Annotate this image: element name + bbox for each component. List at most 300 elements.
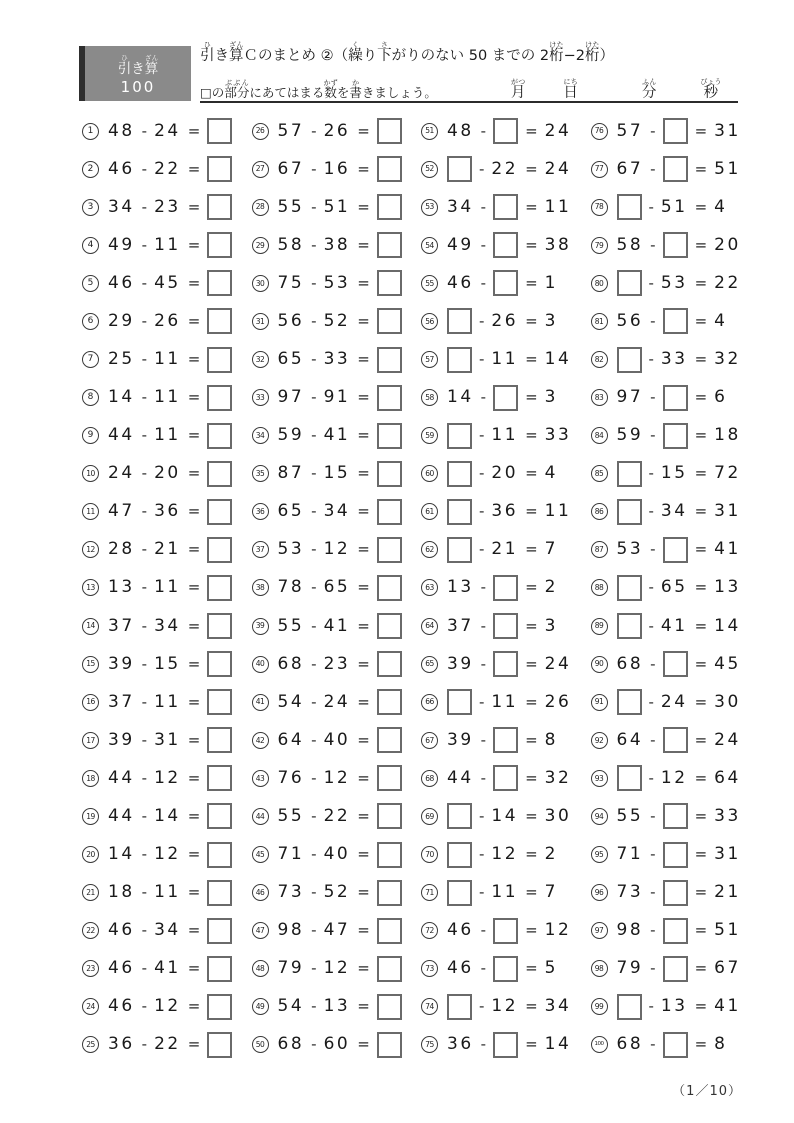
header-right <box>200 43 738 103</box>
minus-sign: - <box>141 350 148 368</box>
answer-box[interactable] <box>663 537 688 563</box>
equation <box>617 994 741 1020</box>
subtrahend: 11 <box>154 349 181 369</box>
difference: 6 <box>714 387 728 408</box>
answer-box[interactable] <box>207 156 232 182</box>
problem-row <box>421 226 591 264</box>
answer-box[interactable] <box>377 613 402 639</box>
equals-sign: = <box>694 159 708 178</box>
minus-sign: - <box>479 540 485 559</box>
minus-sign: - <box>311 1035 317 1054</box>
problem-number: 81 <box>591 313 608 330</box>
equation <box>278 232 402 258</box>
answer-box[interactable] <box>663 956 688 982</box>
minuend: 14 <box>108 387 135 408</box>
answer-box[interactable] <box>377 537 402 563</box>
problem-row <box>421 569 591 607</box>
problem-row <box>591 683 761 721</box>
subtrahend: 13 <box>323 996 351 1017</box>
minuend: 56 <box>277 310 305 331</box>
problem-row <box>591 150 761 188</box>
difference: 18 <box>714 425 741 446</box>
answer-box[interactable] <box>377 461 402 487</box>
answer-box[interactable] <box>207 270 232 296</box>
answer-box[interactable] <box>377 270 402 296</box>
subtrahend: 65 <box>660 577 688 598</box>
minus-sign: - <box>479 159 485 178</box>
minus-sign: - <box>480 1035 487 1054</box>
problem-row <box>591 912 761 950</box>
difference: 4 <box>544 463 558 484</box>
problem-number: 4 <box>82 237 99 254</box>
problem-number: 2 <box>82 161 99 178</box>
problem-row <box>421 836 591 874</box>
minus-sign: - <box>480 273 487 292</box>
equation <box>617 727 741 753</box>
difference: 33 <box>714 805 741 826</box>
equation <box>617 347 741 373</box>
minuend: 71 <box>616 844 644 865</box>
minuend: 37 <box>108 615 135 636</box>
answer-box[interactable] <box>377 803 402 829</box>
minuend: 36 <box>108 1034 135 1055</box>
problem-number: 26 <box>252 123 269 140</box>
answer-box[interactable] <box>617 575 642 601</box>
equation <box>617 880 741 906</box>
equation <box>617 765 741 791</box>
answer-box[interactable] <box>377 347 402 373</box>
difference: 24 <box>714 729 741 750</box>
answer-box[interactable] <box>493 956 518 982</box>
problem-row <box>82 150 252 188</box>
answer-box[interactable] <box>377 423 402 449</box>
answer-box[interactable] <box>493 727 518 753</box>
difference: 34 <box>544 996 572 1017</box>
minuend: 54 <box>277 691 305 712</box>
answer-box[interactable] <box>207 308 232 334</box>
answer-box[interactable] <box>207 918 232 944</box>
minus-sign: - <box>311 121 317 140</box>
problem-row <box>252 226 422 264</box>
equation <box>108 232 232 258</box>
problem-row <box>421 950 591 988</box>
equals-sign: = <box>357 578 370 597</box>
problem-row <box>591 531 761 569</box>
answer-box[interactable] <box>447 423 472 449</box>
problem-row <box>591 112 761 150</box>
answer-box[interactable] <box>207 765 232 791</box>
problem-number: 50 <box>252 1036 269 1053</box>
equals-sign: = <box>694 464 708 483</box>
answer-box[interactable] <box>617 613 642 639</box>
answer-box[interactable] <box>207 537 232 563</box>
minus-sign: - <box>650 159 656 178</box>
problem-row <box>591 759 761 797</box>
answer-box[interactable] <box>493 232 518 258</box>
problem-number: 15 <box>82 656 99 673</box>
problem-number: 75 <box>421 1036 438 1053</box>
problem-row <box>421 112 591 150</box>
equals-sign: = <box>525 997 538 1016</box>
answer-box[interactable] <box>493 385 518 411</box>
problem-row <box>252 188 422 226</box>
answer-box[interactable] <box>447 347 472 373</box>
difference: 4 <box>714 196 728 217</box>
minus-sign: - <box>141 121 148 140</box>
answer-box[interactable] <box>207 880 232 906</box>
answer-box[interactable] <box>663 1032 688 1058</box>
answer-box[interactable] <box>207 347 232 373</box>
problem-number: 16 <box>82 694 99 711</box>
minus-sign: - <box>480 730 487 749</box>
minus-sign: - <box>480 388 487 407</box>
minus-sign: - <box>648 464 654 483</box>
answer-box[interactable] <box>207 689 232 715</box>
problem-number: 27 <box>252 161 269 178</box>
answer-box[interactable] <box>207 232 232 258</box>
minuend: 34 <box>108 196 135 217</box>
problem-row <box>421 759 591 797</box>
difference: 3 <box>544 615 558 636</box>
problem-number: 69 <box>421 808 438 825</box>
problem-number: 65 <box>421 656 438 673</box>
equation <box>447 613 558 639</box>
minus-sign: - <box>311 921 317 940</box>
minuend: 48 <box>108 120 135 141</box>
problem-row <box>82 531 252 569</box>
equation <box>278 803 402 829</box>
answer-box[interactable] <box>207 956 232 982</box>
problem-row <box>82 340 252 378</box>
minuend: 39 <box>108 653 135 674</box>
problem-row <box>252 721 422 759</box>
minus-sign: - <box>479 426 485 445</box>
problem-row <box>421 264 591 302</box>
answer-box[interactable] <box>207 613 232 639</box>
answer-box[interactable] <box>377 194 402 220</box>
answer-box[interactable] <box>447 880 472 906</box>
answer-box[interactable] <box>377 842 402 868</box>
answer-box[interactable] <box>663 308 688 334</box>
minuend: 78 <box>277 577 305 598</box>
subtrahend: 52 <box>323 882 351 903</box>
problem-row <box>82 912 252 950</box>
problem-row <box>591 302 761 340</box>
subtrahend: 60 <box>323 1034 351 1055</box>
answer-box[interactable] <box>207 803 232 829</box>
problem-row <box>82 988 252 1026</box>
equals-sign: = <box>357 121 370 140</box>
equation <box>278 956 402 982</box>
answer-box[interactable] <box>663 842 688 868</box>
minus-sign: - <box>141 806 148 825</box>
answer-box[interactable] <box>447 994 472 1020</box>
answer-box[interactable] <box>493 194 518 220</box>
answer-box[interactable] <box>377 880 402 906</box>
answer-box[interactable] <box>207 842 232 868</box>
problem-row <box>591 874 761 912</box>
minus-sign: - <box>479 311 485 330</box>
equals-sign: = <box>357 235 370 254</box>
subtrahend: 14 <box>491 805 519 826</box>
minus-sign: - <box>141 273 148 292</box>
answer-box[interactable] <box>447 499 472 525</box>
answer-box[interactable] <box>377 956 402 982</box>
minus-sign: - <box>648 768 654 787</box>
answer-box[interactable] <box>207 575 232 601</box>
problem-number: 100 <box>591 1036 608 1053</box>
answer-box[interactable] <box>377 1032 402 1058</box>
subtrahend: 53 <box>660 272 688 293</box>
problem-row <box>421 340 591 378</box>
minus-sign: - <box>650 426 656 445</box>
equals-sign: = <box>694 578 708 597</box>
problem-row <box>591 569 761 607</box>
answer-box[interactable] <box>617 689 642 715</box>
answer-box[interactable] <box>493 918 518 944</box>
equals-sign: = <box>525 273 538 292</box>
equals-sign: = <box>525 502 538 521</box>
equals-sign: = <box>525 616 538 635</box>
problem-row <box>421 797 591 835</box>
problem-number: 22 <box>82 922 99 939</box>
equals-sign: = <box>187 350 201 368</box>
equation <box>278 994 402 1020</box>
minus-sign: - <box>479 806 485 825</box>
answer-box[interactable] <box>493 270 518 296</box>
minus-sign: - <box>650 921 656 940</box>
answer-box[interactable] <box>617 270 642 296</box>
equals-sign: = <box>357 997 370 1016</box>
difference: 41 <box>714 539 741 560</box>
answer-box[interactable] <box>377 918 402 944</box>
minus-sign: - <box>311 350 317 368</box>
minus-sign: - <box>141 197 148 216</box>
equals-sign: = <box>357 654 370 673</box>
equals-sign: = <box>187 502 201 521</box>
answer-box[interactable] <box>493 575 518 601</box>
answer-box[interactable] <box>493 651 518 677</box>
equation <box>447 956 558 982</box>
equals-sign: = <box>187 845 201 864</box>
minus-sign: - <box>650 654 656 673</box>
minuend: 67 <box>277 158 305 179</box>
problem-number: 70 <box>421 846 438 863</box>
problem-number: 56 <box>421 313 438 330</box>
answer-box[interactable] <box>447 689 472 715</box>
difference: 12 <box>544 920 572 941</box>
answer-box[interactable] <box>663 880 688 906</box>
answer-box[interactable] <box>617 994 642 1020</box>
equals-sign: = <box>694 350 708 368</box>
minuend: 75 <box>277 272 305 293</box>
equation <box>278 575 402 601</box>
answer-box[interactable] <box>377 651 402 677</box>
problem-number: 72 <box>421 922 438 939</box>
answer-box[interactable] <box>663 118 688 144</box>
answer-box[interactable] <box>377 156 402 182</box>
problem-number: 55 <box>421 275 438 292</box>
minuend: 59 <box>277 425 305 446</box>
minuend: 76 <box>277 767 305 788</box>
equation <box>447 156 571 182</box>
equation <box>108 689 232 715</box>
answer-box[interactable] <box>447 537 472 563</box>
answer-box[interactable] <box>663 803 688 829</box>
equals-sign: = <box>525 121 538 140</box>
problem-row <box>591 950 761 988</box>
answer-box[interactable] <box>447 842 472 868</box>
answer-box[interactable] <box>493 613 518 639</box>
minuend: 25 <box>108 349 135 369</box>
answer-box[interactable] <box>663 156 688 182</box>
minus-sign: - <box>311 768 317 787</box>
equals-sign: = <box>525 806 538 825</box>
subtrahend: 23 <box>323 653 351 674</box>
answer-box[interactable] <box>617 347 642 373</box>
problem-row <box>421 721 591 759</box>
problem-row <box>252 683 422 721</box>
minuend: 98 <box>616 920 644 941</box>
equation <box>278 689 402 715</box>
equals-sign: = <box>694 883 708 902</box>
answer-box[interactable] <box>207 385 232 411</box>
answer-box[interactable] <box>207 118 232 144</box>
subtrahend: 33 <box>323 349 351 369</box>
problem-number: 87 <box>591 541 608 558</box>
answer-box[interactable] <box>663 918 688 944</box>
answer-box[interactable] <box>447 803 472 829</box>
problem-row <box>252 302 422 340</box>
answer-box[interactable] <box>377 575 402 601</box>
answer-box[interactable] <box>447 308 472 334</box>
answer-box[interactable] <box>377 727 402 753</box>
problem-number: 49 <box>252 998 269 1015</box>
header-subrow <box>200 78 738 101</box>
answer-box[interactable] <box>207 423 232 449</box>
equals-sign: = <box>187 197 201 216</box>
answer-box[interactable] <box>617 194 642 220</box>
minuend: 87 <box>277 463 305 484</box>
answer-box[interactable] <box>617 765 642 791</box>
answer-box[interactable] <box>663 385 688 411</box>
minuend: 18 <box>108 882 135 903</box>
answer-box[interactable] <box>377 385 402 411</box>
answer-box[interactable] <box>493 765 518 791</box>
minuend: 48 <box>447 120 474 141</box>
problem-row <box>82 721 252 759</box>
minuend: 46 <box>447 272 474 293</box>
worksheet-type-box <box>79 46 191 101</box>
equation <box>108 499 232 525</box>
minuend: 44 <box>108 425 135 446</box>
answer-box[interactable] <box>493 118 518 144</box>
answer-box[interactable] <box>377 118 402 144</box>
minuend: 55 <box>616 805 644 826</box>
subtrahend: 91 <box>323 387 351 408</box>
answer-box[interactable] <box>377 689 402 715</box>
answer-box[interactable] <box>377 308 402 334</box>
answer-box[interactable] <box>663 232 688 258</box>
difference: 32 <box>544 767 572 788</box>
answer-box[interactable] <box>377 499 402 525</box>
equals-sign: = <box>187 654 201 673</box>
answer-box[interactable] <box>447 461 472 487</box>
equation <box>278 651 402 677</box>
subtrahend: 22 <box>154 1034 181 1055</box>
minus-sign: - <box>311 426 317 445</box>
problem-row <box>82 493 252 531</box>
minuend: 98 <box>277 920 305 941</box>
answer-box[interactable] <box>617 461 642 487</box>
answer-box[interactable] <box>663 423 688 449</box>
answer-box[interactable] <box>207 461 232 487</box>
minuend: 65 <box>277 501 305 522</box>
answer-box[interactable] <box>207 194 232 220</box>
equals-sign: = <box>525 692 538 711</box>
minus-sign: - <box>650 883 656 902</box>
problem-row <box>82 683 252 721</box>
answer-box[interactable] <box>663 651 688 677</box>
answer-box[interactable] <box>207 1032 232 1058</box>
subtrahend: 12 <box>154 996 181 1017</box>
problem-number: 6 <box>82 313 99 330</box>
minus-sign: - <box>141 426 148 445</box>
subtrahend: 20 <box>154 463 181 484</box>
minus-sign: - <box>650 959 656 978</box>
answer-box[interactable] <box>207 994 232 1020</box>
equation <box>278 537 402 563</box>
answer-box[interactable] <box>663 727 688 753</box>
subtrahend: 12 <box>323 767 351 788</box>
answer-box[interactable] <box>207 727 232 753</box>
equation <box>447 727 558 753</box>
problem-number: 99 <box>591 998 608 1015</box>
problem-row <box>82 1026 252 1064</box>
problem-number: 31 <box>252 313 269 330</box>
subtrahend: 24 <box>660 691 688 712</box>
equation <box>108 461 232 487</box>
equation <box>108 765 232 791</box>
subtrahend: 40 <box>323 844 351 865</box>
answer-box[interactable] <box>377 232 402 258</box>
answer-box[interactable] <box>447 156 472 182</box>
equals-sign: = <box>525 159 538 178</box>
minuend: 97 <box>616 387 644 408</box>
equals-sign: = <box>187 121 201 140</box>
equals-sign: = <box>357 311 370 330</box>
answer-box[interactable] <box>377 765 402 791</box>
answer-box[interactable] <box>207 499 232 525</box>
difference: 64 <box>714 767 741 788</box>
difference: 11 <box>544 501 572 522</box>
problem-number: 43 <box>252 770 269 787</box>
answer-box[interactable] <box>493 1032 518 1058</box>
problem-number: 30 <box>252 275 269 292</box>
equation <box>278 308 402 334</box>
minuend: 58 <box>616 234 644 255</box>
minus-sign: - <box>311 959 317 978</box>
problem-number: 25 <box>82 1036 99 1053</box>
minus-sign: - <box>650 388 656 407</box>
minus-sign: - <box>650 1035 656 1054</box>
answer-box[interactable] <box>377 994 402 1020</box>
answer-box[interactable] <box>617 499 642 525</box>
subtrahend: 41 <box>154 958 181 979</box>
answer-box[interactable] <box>207 651 232 677</box>
problem-number: 95 <box>591 846 608 863</box>
equals-sign: = <box>525 464 538 483</box>
